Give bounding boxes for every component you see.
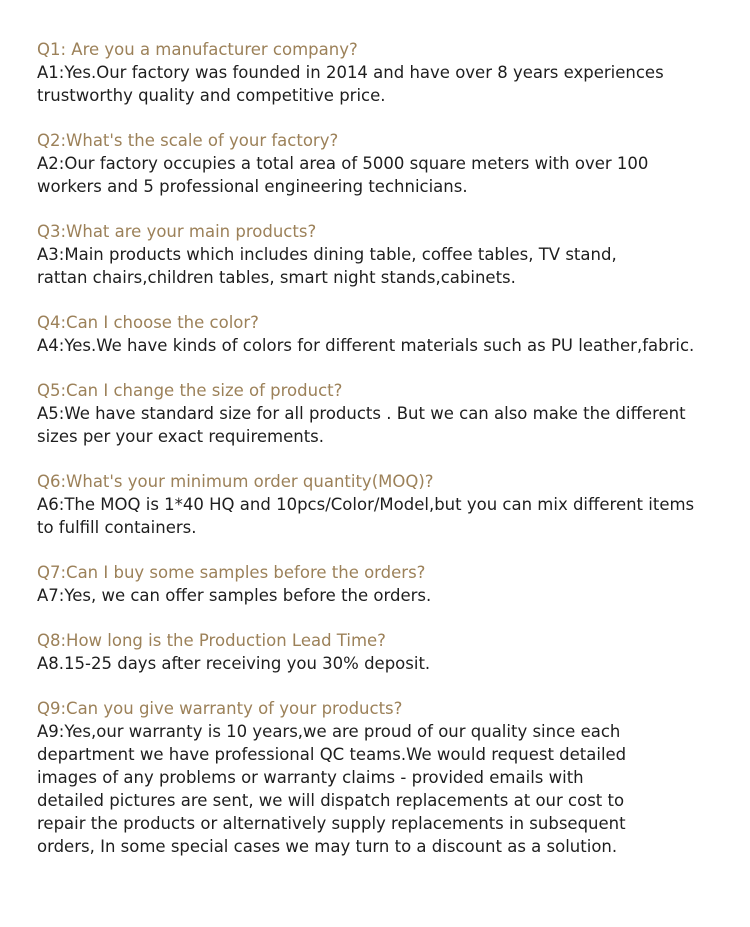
- answer-line: rattan chairs,children tables, smart night stands,cabinets.: [37, 268, 516, 287]
- answer-line: A1:Yes.Our factory was founded in 2014 and have over 8 years experiences: [37, 63, 664, 82]
- answer-line: to fulfill containers.: [37, 518, 197, 537]
- faq-item-7: [37, 561, 737, 607]
- faq-answer: [37, 334, 737, 357]
- answer-line: orders, In some special cases we may turn to a discount as a solution.: [37, 837, 618, 856]
- faq-question: Q6:What's your minimum order quantity(MOQ)?: [37, 472, 434, 491]
- answer-line: A2:Our factory occupies a total area of 5000 square meters with over 100: [37, 154, 649, 173]
- faq-answer: [37, 584, 737, 607]
- faq-question: Q8:How long is the Production Lead Time?: [37, 631, 386, 650]
- faq-answer: [37, 493, 737, 539]
- answer-line: A6:The MOQ is 1*40 HQ and 10pcs/Color/Model,but you can mix different items: [37, 495, 695, 514]
- faq-item-4: [37, 311, 737, 357]
- answer-line: A3:Main products which includes dining table, coffee tables, TV stand,: [37, 245, 617, 264]
- faq-list: [37, 38, 737, 858]
- faq-answer: [37, 61, 737, 107]
- answer-line: A8.15-25 days after receiving you 30% deposit.: [37, 654, 431, 673]
- faq-item-8: [37, 629, 737, 675]
- faq-item-6: [37, 470, 737, 539]
- faq-item-5: [37, 379, 737, 448]
- answer-line: sizes per your exact requirements.: [37, 427, 325, 446]
- faq-question: Q1: Are you a manufacturer company?: [37, 40, 358, 59]
- faq-question: Q7:Can I buy some samples before the orders?: [37, 563, 426, 582]
- answer-line: A5:We have standard size for all products . But we can also make the different: [37, 404, 686, 423]
- faq-answer: [37, 720, 737, 858]
- answer-line: A4:Yes.We have kinds of colors for different materials such as PU leather,fabric.: [37, 336, 695, 355]
- answer-line: workers and 5 professional engineering technicians.: [37, 177, 468, 196]
- answer-line: A9:Yes,our warranty is 10 years,we are proud of our quality since each: [37, 722, 621, 741]
- faq-question: Q4:Can I choose the color?: [37, 313, 259, 332]
- faq-question: Q2:What's the scale of your factory?: [37, 131, 339, 150]
- faq-item-2: [37, 129, 737, 198]
- answer-line: A7:Yes, we can offer samples before the orders.: [37, 586, 432, 605]
- answer-line: images of any problems or warranty claims - provided emails with: [37, 768, 584, 787]
- answer-line: trustworthy quality and competitive price.: [37, 86, 386, 105]
- answer-line: department we have professional QC teams.We would request detailed: [37, 745, 627, 764]
- faq-item-9: [37, 697, 737, 858]
- faq-item-1: [37, 38, 737, 107]
- faq-answer: [37, 402, 737, 448]
- faq-answer: [37, 243, 737, 289]
- faq-answer: [37, 152, 737, 198]
- answer-line: repair the products or alternatively supply replacements in subsequent: [37, 814, 626, 833]
- answer-line: detailed pictures are sent, we will dispatch replacements at our cost to: [37, 791, 625, 810]
- faq-question: Q3:What are your main products?: [37, 222, 317, 241]
- faq-question: Q9:Can you give warranty of your products?: [37, 699, 403, 718]
- faq-question: Q5:Can I change the size of product?: [37, 381, 343, 400]
- faq-answer: [37, 652, 737, 675]
- faq-item-3: [37, 220, 737, 289]
